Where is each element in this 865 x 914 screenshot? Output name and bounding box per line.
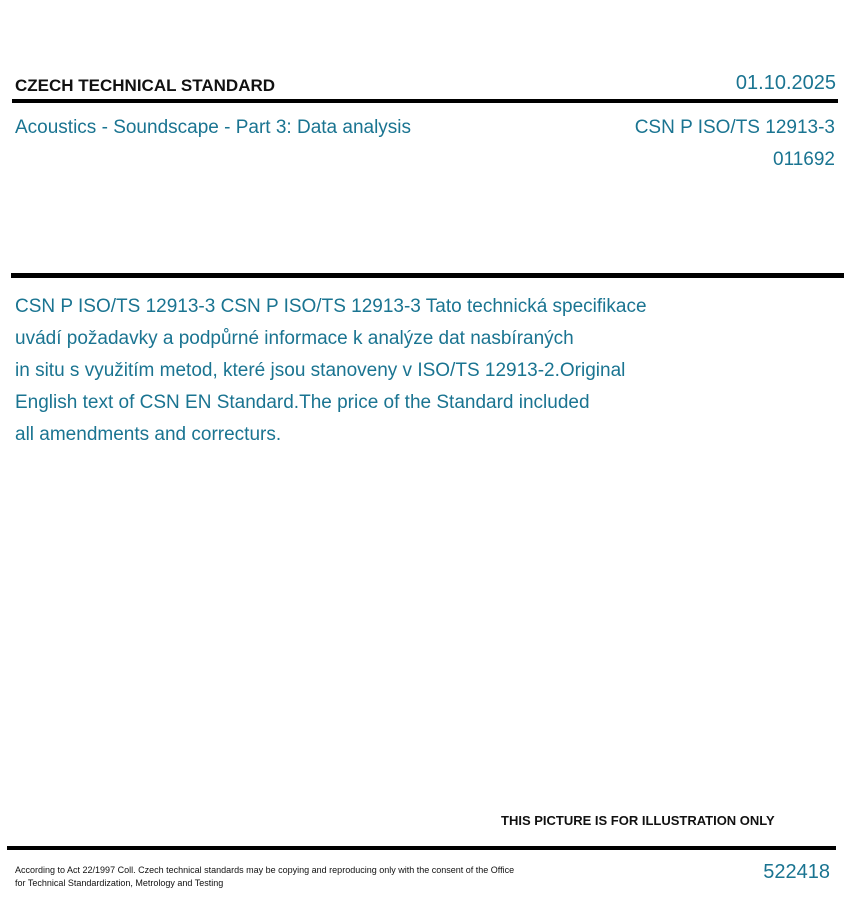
publication-date: 01.10.2025 (735, 72, 836, 94)
legal-notice (15, 864, 514, 890)
catalog-number: 011692 (773, 149, 835, 170)
legal-notice-line: According to Act 22/1997 Coll. Czech technical standards may be copying and reproducing only with the consent of the Office (15, 865, 515, 875)
standard-title: Acoustics - Soundscape - Part 3: Data analysis (15, 117, 412, 138)
description-line: uvádí požadavky a podpůrné informace k analýze dat nasbíraných (15, 328, 574, 349)
footer-rule (7, 846, 836, 850)
description-text (15, 291, 647, 451)
footer-code: 522418 (763, 861, 830, 883)
header-rule-bottom (11, 273, 844, 278)
header-rule-top (12, 99, 838, 103)
illustration-note: THIS PICTURE IS FOR ILLUSTRATION ONLY (501, 813, 775, 828)
legal-notice-line: for Technical Standardization, Metrology and Testing (15, 878, 224, 888)
description-line: English text of CSN EN Standard.The price of the Standard included (15, 392, 590, 413)
document-type: CZECH TECHNICAL STANDARD (15, 76, 276, 95)
description-line: in situ s využitím metod, které jsou stanoveny v ISO/TS 12913-2.Original (15, 360, 626, 381)
standard-designation: CSN P ISO/TS 12913-3 (634, 117, 835, 138)
description-line: all amendments and correcturs. (15, 424, 282, 445)
description-line: CSN P ISO/TS 12913-3 CSN P ISO/TS 12913-3 Tato technická specifikace (15, 296, 647, 317)
